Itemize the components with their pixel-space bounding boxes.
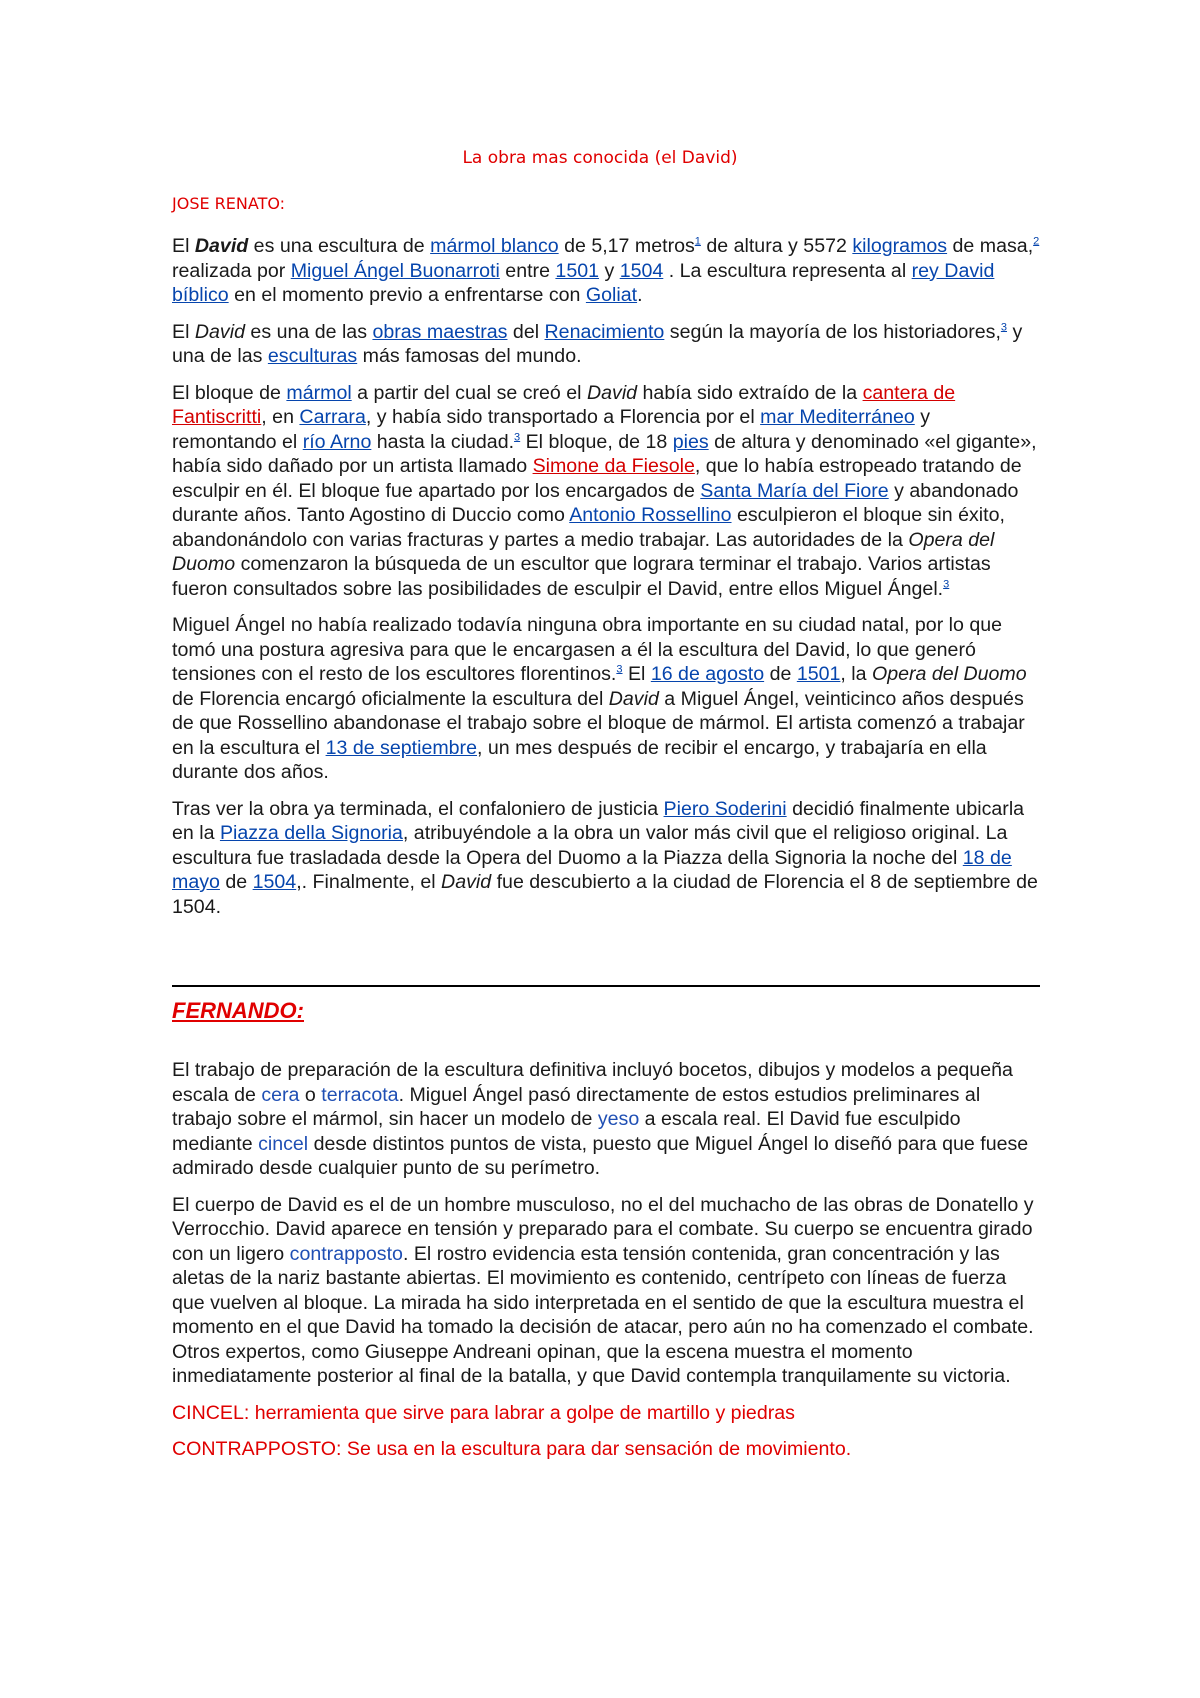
paragraph (172, 234, 1040, 308)
text: o (299, 1083, 322, 1106)
text: había sido extraído de la (637, 381, 863, 404)
text: de (764, 663, 797, 685)
text: y una de las (172, 320, 1023, 367)
text: de 5,17 metros (558, 235, 695, 257)
link-18-de-mayo[interactable]: 18 de mayo (172, 846, 1012, 893)
link-renacimiento[interactable]: Renacimiento (544, 320, 665, 343)
text: es una de las (244, 320, 373, 343)
emphasis: David (441, 871, 492, 893)
section-jose-renato-body (172, 234, 1040, 931)
link-santa-maria-del-fiore[interactable]: Santa María del Fiore (700, 479, 889, 502)
emphasis: David (194, 235, 249, 257)
term-contrapposto: contrapposto (289, 1242, 403, 1265)
link-1504[interactable]: 1504 (619, 259, 664, 282)
link-rey-david[interactable]: rey David (911, 259, 995, 282)
text: de masa, (947, 235, 1034, 257)
text: desde distintos puntos de vista, puesto que Miguel Ángel lo diseñó para que fuese admirado desde cualquier punto de su perímetro. (172, 1132, 1029, 1179)
text: . Miguel Ángel pasó directamente de estos estudios preliminares al trabajo sobre el mármol, sin hacer un modelo de (172, 1083, 981, 1130)
text: comenzaron la búsqueda de un escultor que lograra terminar el trabajo. Varios artistas fueron consultados sobre las posibilidades de esculpir el David, entre ellos Miguel Ángel. (172, 553, 991, 600)
footnote-ref[interactable]: 3 (616, 663, 623, 676)
link-1504[interactable]: 1504 (252, 871, 297, 893)
link-16-de-agosto[interactable]: 16 de agosto (650, 663, 765, 685)
term-terracota: terracota (321, 1083, 399, 1106)
footnote-ref[interactable]: 3 (1000, 320, 1008, 333)
text: más famosas del mundo. (357, 345, 582, 367)
text: . El rostro evidencia esta tensión contenida, gran concentración y las aletas de la nariz bastante abiertas. El movimiento es contenido, centrípeto con líneas de fuerza que vuelven al bloque. La mirada ha sido interpretada en el sentido de que la escultura muestra el momento en el que David ha tomado la decisión de atacar, pero aún no ha comenzado el combate. Otros expertos, como Giuseppe Andreani opinan, que la escena muestra el momento inmediatamente posterior al final de la batalla, y que David contempla tranquilamente su victoria. (172, 1242, 1034, 1387)
paragraph (172, 320, 1040, 369)
emphasis: Opera del Duomo (172, 528, 995, 575)
author-heading-fernando: FERNANDO: (172, 998, 304, 1023)
link-esculturas[interactable]: esculturas (267, 345, 358, 367)
footnote-ref[interactable]: 3 (943, 577, 950, 590)
text: de Florencia encargó oficialmente la escultura del (172, 687, 609, 710)
link-13-de-septiembre[interactable]: 13 de septiembre (325, 736, 477, 759)
link-1501[interactable]: 1501 (555, 259, 600, 282)
definition-contrapposto: CONTRAPPOSTO: Se usa en la escultura para dar sensación de movimiento. (172, 1438, 852, 1460)
text: del (507, 320, 545, 343)
paragraph (172, 797, 1040, 920)
link-miguel-angel[interactable]: Miguel Ángel Buonarroti (290, 259, 500, 282)
term-cera: cera (261, 1083, 300, 1106)
text: ,. Finalmente, el (296, 871, 442, 893)
term-yeso: yeso (597, 1108, 640, 1130)
section-fernando-body (172, 1058, 1040, 1474)
document-title: La obra mas conocida (el David) (462, 148, 738, 168)
text: de (219, 871, 253, 893)
link-cantera-de-fantiscritti[interactable]: cantera de Fantiscritti (172, 381, 956, 428)
link-1501[interactable]: 1501 (796, 663, 841, 685)
link-mar-mediterraneo[interactable]: mar Mediterráneo (760, 406, 915, 428)
text: y remontando el (172, 406, 931, 453)
text: El (172, 235, 195, 257)
text: , la (840, 663, 872, 685)
text: en el momento previo a enfrentarse con (228, 284, 586, 306)
link-antonio-rossellino[interactable]: Antonio Rossellino (569, 504, 732, 526)
author-heading-jose-renato: JOSE RENATO: (172, 194, 286, 213)
emphasis: David (586, 381, 638, 404)
text: , en (261, 406, 300, 428)
paragraph (172, 613, 1040, 785)
link-carrara[interactable]: Carrara (299, 406, 366, 428)
text: es una escultura de (248, 235, 431, 257)
text: a Miguel Ángel, veinticinco años después de que Rossellino abandonase el trabajo sobre el bloque de mármol. El artista comenzó a trabajar en la escultura el (172, 687, 1025, 759)
text: realizada por (172, 259, 291, 282)
text: y (599, 259, 620, 282)
text: fue descubierto a la ciudad de Florencia el 8 de septiembre de 1504. (172, 871, 1038, 918)
paragraph (172, 1193, 1040, 1389)
link-marmol[interactable]: mármol (286, 381, 352, 404)
text: El (622, 663, 651, 685)
text: . (637, 284, 643, 306)
paragraph (172, 381, 1040, 602)
text: El cuerpo de David es el de un hombre musculoso, no el del muchacho de las obras de Donatello y Verrocchio. David aparece en tensión y preparado para el combate. Su cuerpo se encuentra girado con un ligero (172, 1193, 1034, 1265)
text: El bloque de (172, 381, 287, 404)
text: decidió finalmente ubicarla en la (172, 797, 1025, 844)
text: . La escultura representa al (663, 259, 912, 282)
term-cincel: cincel (258, 1132, 309, 1155)
link-obras-maestras[interactable]: obras maestras (372, 320, 508, 343)
text: , que lo había estropeado tratando de esculpir en él. El bloque fue apartado por los encargados de (172, 455, 1022, 502)
text: a escala real. El David fue esculpido mediante (172, 1108, 961, 1155)
link-piero-soderini[interactable]: Piero Soderini (663, 797, 787, 820)
text: , un mes después de recibir el encargo, y trabajaría en ella durante dos años. (172, 736, 987, 783)
footnote-ref[interactable]: 2 (1033, 235, 1040, 248)
text: y abandonado durante años. Tanto Agostino di Duccio como (172, 479, 1019, 526)
text: entre (499, 259, 556, 282)
text: El trabajo de preparación de la escultura definitiva incluyó bocetos, dibujos y modelos a pequeña escala de (172, 1059, 1013, 1106)
footnote-ref[interactable]: 3 (514, 430, 521, 443)
link-simone-da-fiesole[interactable]: Simone da Fiesole (532, 455, 695, 477)
text: Tras ver la obra ya terminada, el confaloniero de justicia (172, 797, 664, 820)
definition-cincel: CINCEL: herramienta que sirve para labrar a golpe de martillo y piedras (172, 1401, 795, 1424)
text: , y había sido transportado a Florencia por el (365, 406, 761, 428)
link-rio-arno[interactable]: río Arno (302, 430, 372, 453)
link-goliat[interactable]: Goliat (585, 284, 638, 306)
text: , atribuyéndole a la obra un valor más civil que el religioso original. La escultura fue trasladada desde la Opera del Duomo a la Piazza della Signoria la noche del (172, 822, 1008, 869)
emphasis: David (194, 320, 245, 343)
emphasis: David (608, 687, 659, 710)
link-kilogramos[interactable]: kilogramos (852, 235, 948, 257)
text: según la mayoría de los historiadores, (664, 320, 1001, 343)
text: El (172, 320, 195, 343)
paragraph (172, 1058, 1040, 1181)
text: a partir del cual se creó el (351, 381, 587, 404)
text: El bloque, de 18 (520, 430, 673, 453)
text: de altura y 5572 (700, 235, 853, 257)
footnote-ref[interactable]: 1 (694, 235, 701, 248)
link-biblico[interactable]: bíblico (172, 284, 229, 306)
text: hasta la ciudad. (371, 430, 515, 453)
section-divider (172, 985, 1040, 987)
text: Miguel Ángel no había realizado todavía ninguna obra importante en su ciudad natal, por lo que tomó una postura agresiva para que le encargasen a él la escultura del David, lo que generó tensiones con el resto de los escultores florentinos. (172, 614, 1003, 685)
emphasis: Opera del Duomo (872, 663, 1027, 685)
link-pies[interactable]: pies (672, 430, 709, 453)
text: de altura y denominado «el gigante», había sido dañado por un artista llamado (172, 430, 1037, 477)
link-piazza-della-signoria[interactable]: Piazza della Signoria (219, 822, 403, 844)
link-marmol-blanco[interactable]: mármol blanco (430, 235, 559, 257)
text: esculpieron el bloque sin éxito, abandonándolo con varias fracturas y partes a medio trabajar. Las autoridades de la (172, 504, 1005, 551)
